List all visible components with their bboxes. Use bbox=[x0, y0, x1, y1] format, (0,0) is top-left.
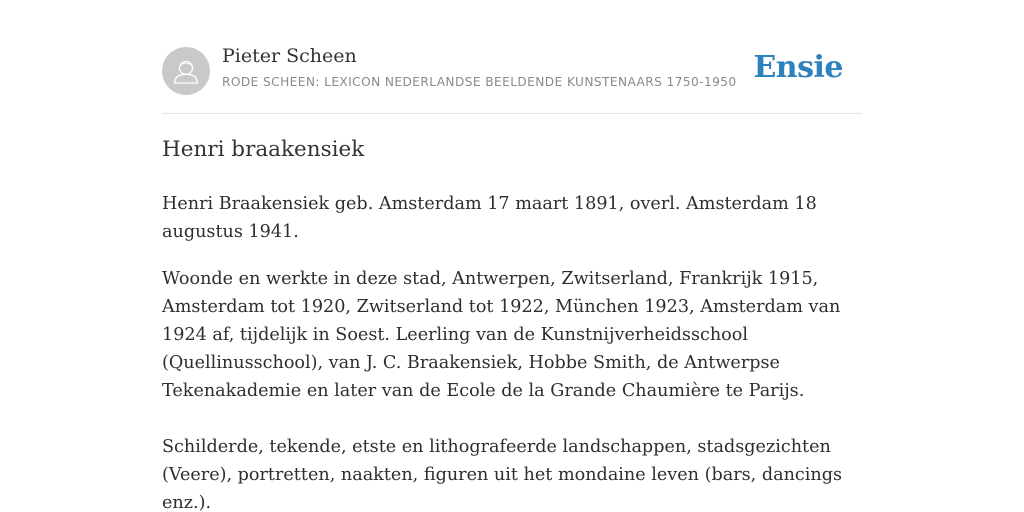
author-avatar[interactable] bbox=[162, 47, 210, 95]
author-name[interactable]: Pieter Scheen bbox=[222, 45, 357, 67]
brand-logo[interactable]: Ensie bbox=[753, 50, 843, 85]
article-paragraph-3: Schilderde, tekende, etste en lithografeerde landschappen, stadsgezichten (Veere), portretten, naakten, figuren uit het mondaine leven (bars, dancings enz.). bbox=[162, 437, 843, 512]
article-header bbox=[162, 0, 862, 114]
article-container bbox=[162, 0, 862, 512]
article-paragraph-1: Henri Braakensiek geb. Amsterdam 17 maart 1891, overl. Amsterdam 18 augustus 1941. bbox=[162, 194, 817, 242]
source-name[interactable]: RODE SCHEEN: LEXICON NEDERLANDSE BEELDENDE KUNSTENAARS 1750-1950 bbox=[222, 75, 737, 89]
user-silhouette-icon bbox=[162, 47, 210, 95]
article-title: Henri braakensiek bbox=[162, 137, 365, 162]
article-paragraph-2: Woonde en werkte in deze stad, Antwerpen, Zwitserland, Frankrijk 1915, Amsterdam tot 1920, Zwitserland tot 1922, München 1923, Amsterdam van 1924 af, tijdelijk in Soest. Leerling van de Kunstnijverheidsschool (Quellinusschool), van J. C. Braakensiek, Hobbe Smith, de Antwerpse Tekenakademie en later van de Ecole de la Grande Chaumière te Parijs. bbox=[162, 269, 841, 401]
